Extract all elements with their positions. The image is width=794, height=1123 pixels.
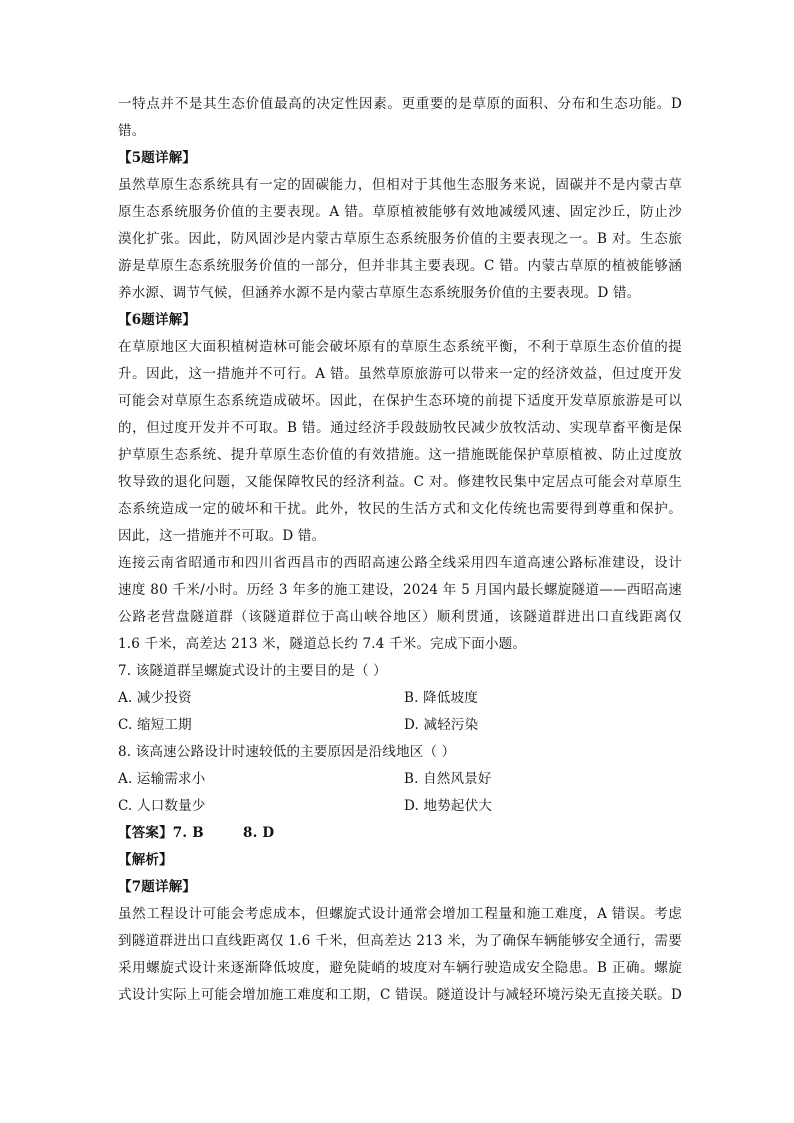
document-body [118, 91, 682, 1009]
text-line: 游是草原生态系统服务价值的一部分，但并非其主要表现。C 错。内蒙古草原的植被能够涵 [118, 258, 682, 274]
text-line: 式设计实际上可能会增加施工难度和工期，C 错误。隧道设计与减轻环境污染无直接关联。D [118, 987, 682, 1003]
question-7-options-row-2 [118, 712, 682, 739]
section-heading-5: 【5题详解】 [118, 150, 197, 166]
text-line: 养水源、调节气候，但涵养水源不是内蒙古草原生态系统服务价值的主要表现。D 错。 [118, 285, 641, 301]
text-line: 态系统造成一定的破坏和干扰。此外，牧民的生活方式和文化传统也需要得到尊重和保护。 [118, 501, 682, 517]
section-heading-7: 【7题详解】 [118, 879, 197, 895]
text-line: 到隧道群进出口直线距离仅 1.6 千米，但高差达 213 米，为了确保车辆能够安全通行，需要 [118, 933, 682, 949]
text-line: 虽然工程设计可能会考虑成本，但螺旋式设计通常会增加工程量和施工难度，A 错误。考虑 [118, 906, 682, 922]
option-a: A. 运输需求小 [118, 771, 206, 787]
text-line: 漠化扩张。因此，防风固沙是内蒙古草原生态系统服务价值的主要表现之一。B 对。生态旅 [118, 231, 682, 247]
text-line: 因此，这一措施并不可取。D 错。 [118, 528, 326, 544]
text-line: 原生态系统服务价值的主要表现。A 错。草原植被能够有效地减缓风速、固定沙丘，防止沙 [118, 204, 682, 220]
text-line: 在草原地区大面积植树造林可能会破坏原有的草原生态系统平衡，不利于草原生态价值的提 [118, 339, 682, 355]
option-b: B. 降低坡度 [404, 690, 478, 706]
question-stem-line: 公路老营盘隧道群（该隧道群位于高山峡谷地区）顺利贯通，该隧道群进出口直线距离仅 [118, 609, 682, 625]
option-d: D. 减轻污染 [404, 717, 479, 733]
question-7: 7. 该隧道群呈螺旋式设计的主要目的是（ ） [118, 663, 387, 679]
option-c: C. 人口数量少 [118, 798, 206, 814]
text-line: 一特点并不是其生态价值最高的决定性因素。更重要的是草原的面积、分布和生态功能。D [118, 96, 682, 112]
question-stem-line: 连接云南省昭通市和四川省西昌市的西昭高速公路全线采用四车道高速公路标准建设，设计 [118, 555, 682, 571]
text-line: 错。 [118, 123, 146, 139]
option-b: B. 自然风景好 [404, 771, 492, 787]
text-line: 升。因此，这一措施并不可行。A 错。虽然草原旅游可以带来一定的经济效益，但过度开发 [118, 366, 682, 382]
question-8-options-row-1 [118, 766, 682, 793]
text-line: 虽然草原生态系统具有一定的固碳能力，但相对于其他生态服务来说，固碳并不是内蒙古草 [118, 177, 682, 193]
option-a: A. 减少投资 [118, 690, 192, 706]
text-line: 牧导致的退化问题，又能保障牧民的经济利益。C 对。修建牧民集中定居点可能会对草原生 [118, 474, 682, 490]
analysis-heading: 【解析】 [118, 852, 173, 868]
question-8: 8. 该高速公路设计时速较低的主要原因是沿线地区（ ） [118, 744, 456, 760]
option-d: D. 地势起伏大 [404, 798, 493, 814]
text-line: 护草原生态系统、提升草原生态价值的有效措施。这一措施既能保护草原植被、防止过度放 [118, 447, 682, 463]
text-line: 采用螺旋式设计来逐渐降低坡度，避免陡峭的坡度对车辆行驶造成安全隐患。B 正确。螺旋 [118, 960, 682, 976]
question-stem-line: 1.6 千米，高差达 213 米，隧道总长约 7.4 千米。完成下面小题。 [118, 636, 527, 652]
text-line: 的，但过度开发并不可取。B 错。通过经济手段鼓励牧民减少放牧活动、实现草畜平衡是保 [118, 420, 682, 436]
answer-line: 【答案】7. B 8. D [118, 825, 275, 841]
text-line: 可能会对草原生态系统造成破坏。因此，在保护生态环境的前提下适度开发草原旅游是可以 [118, 393, 682, 409]
question-stem-line: 速度 80 千米/小时。历经 3 年多的施工建设，2024 年 5 月国内最长螺旋隧道——西昭高速 [118, 582, 682, 598]
question-8-options-row-2 [118, 793, 682, 820]
option-c: C. 缩短工期 [118, 717, 192, 733]
section-heading-6: 【6题详解】 [118, 312, 197, 328]
question-7-options-row-1 [118, 685, 682, 712]
